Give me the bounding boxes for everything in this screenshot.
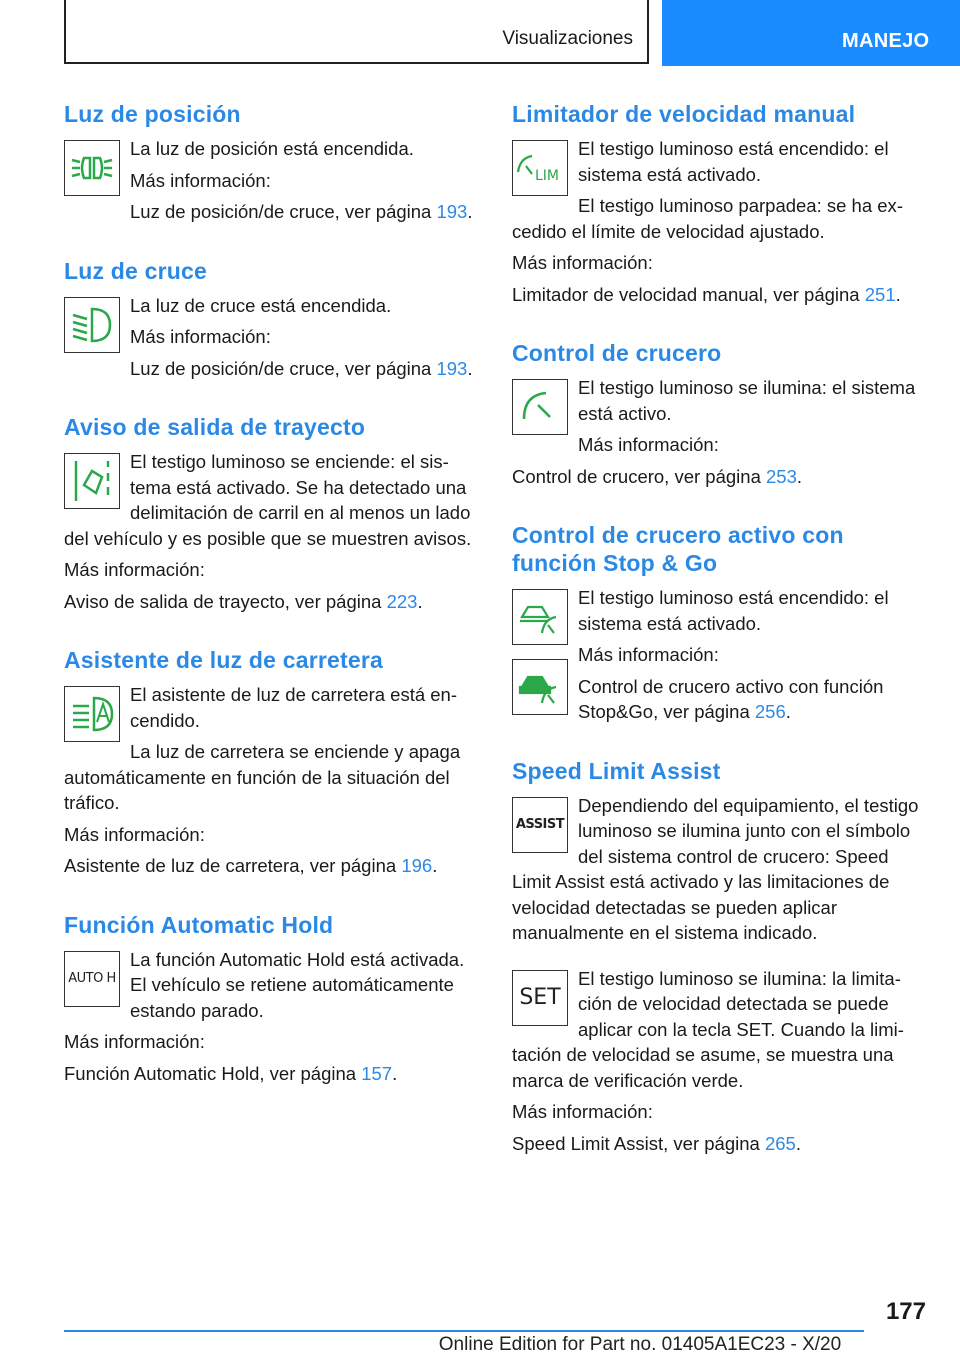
paragraph: El testigo luminoso se enciende: el sistema está activado. Se ha detectado una delimitación de carril en al menos un lado del vehículo y es posible que se muestren avisos. (64, 451, 472, 549)
section-title: Control de crucero activo con función Stop & Go (512, 522, 844, 576)
active-cruise-icon (512, 589, 568, 645)
section-low-beam (64, 257, 480, 388)
section-title: Control de crucero (512, 340, 722, 366)
paragraph: La luz de cruce está encendida. (130, 294, 392, 316)
high-beam-assist-icon (64, 686, 120, 742)
paragraph: El testigo luminoso parpadea: se ha excedido el límite de velocidad ajustado. (512, 195, 903, 242)
section-title: Luz de cruce (64, 257, 207, 284)
icon-stack (512, 585, 568, 719)
left-column (64, 100, 480, 1118)
paragraph: La luz de carretera se enciende y apaga automáticamente en función de la situación del tráfico. (64, 741, 461, 813)
paragraph: Dependiendo del equipamiento, el testigo luminoso se ilumina junto con el símbolo del sistema control de crucero: Speed Limit Assist está activado y las limitaciones de velocidad detectadas se pueden aplicar manualmente en el sistema indicado. (512, 794, 919, 943)
page-link[interactable]: 193 (436, 357, 468, 379)
punctuation: . (432, 855, 438, 876)
reference-text: Función Automatic Hold, ver página (64, 1062, 362, 1084)
set-icon (512, 970, 568, 1026)
page-link[interactable]: 253 (766, 465, 797, 487)
page-link[interactable]: 223 (386, 590, 418, 612)
speed-limiter-icon (512, 140, 568, 196)
paragraph: El testigo luminoso se ilumina: la limitación de velocidad detectada se puede aplicar con la tecla SET. Cuando la limitación de velocidad se asume, se muestra una marca de verificación verde. (512, 967, 904, 1091)
reference-text: Control de crucero, ver página (512, 465, 766, 487)
section-speed-limiter (512, 100, 928, 313)
edition-text: Online Edition for Part no. 01405A1EC23 - X/20 (438, 1334, 842, 1355)
page-link[interactable]: 256 (754, 701, 786, 722)
section-auto-hold (64, 911, 480, 1093)
lane-departure-icon (64, 453, 120, 509)
section-title: Visualizaciones (502, 28, 633, 49)
punctuation: . (795, 1132, 801, 1154)
icon-label: SET (519, 985, 561, 1010)
section-title: Limitador de velocidad manual (512, 101, 856, 127)
paragraph: La luz de posición está encendida. (130, 138, 414, 159)
assist-icon (512, 797, 568, 853)
paragraph: El testigo luminoso está encendido: el sistema está activado. (578, 587, 889, 634)
section-title: Aviso de salida de trayecto (64, 414, 366, 440)
section-title: Asistente de luz de carretera (64, 647, 383, 673)
paragraph: El testigo luminoso está encendido: el sistema está activado. (578, 138, 889, 185)
paragraph (64, 199, 480, 225)
paragraph: Más información: (512, 1101, 653, 1122)
paragraph (64, 356, 480, 382)
paragraph: Más información: (64, 559, 205, 580)
paragraph (512, 282, 928, 308)
punctuation: . (467, 357, 473, 379)
punctuation: . (417, 590, 423, 612)
paragraph: Más información: (64, 823, 205, 845)
section-position-light (64, 100, 480, 231)
paragraph (64, 1061, 480, 1087)
paragraph: El testigo luminoso se ilumina: el sistema está activo. (578, 377, 916, 424)
punctuation: . (392, 1062, 398, 1084)
section-speed-limit-assist (512, 757, 928, 1163)
paragraph: Más información: (64, 1031, 205, 1052)
footer-divider (64, 1330, 864, 1332)
section-active-cruise (512, 521, 928, 731)
paragraph: Más información: (578, 434, 719, 455)
chapter-tab: MANEJO (662, 0, 960, 66)
svg-text:LIM: LIM (535, 168, 560, 184)
section-title: Función Automatic Hold (64, 911, 334, 938)
paragraph (64, 589, 480, 615)
section-cruise-control (512, 339, 928, 495)
page-link[interactable]: 157 (361, 1062, 393, 1084)
reference-text: Luz de posición/de cruce, ver página (130, 201, 437, 222)
paragraph (512, 674, 928, 725)
paragraph: El asistente de luz de carretera está encendido. (130, 684, 458, 731)
page-header (0, 0, 960, 66)
punctuation: . (796, 465, 803, 487)
auto-hold-icon (64, 951, 120, 1007)
punctuation: . (785, 701, 791, 722)
page-link[interactable]: 265 (764, 1132, 796, 1154)
icon-label: AUTO H (68, 971, 116, 986)
active-cruise-vehicle-icon (512, 659, 568, 715)
reference-text: Luz de posición/de cruce, ver página (130, 357, 437, 379)
section-title: Luz de posición (64, 101, 241, 127)
paragraph: Más información: (512, 252, 653, 273)
right-column (512, 100, 928, 1188)
section-title: Speed Limit Assist (512, 757, 721, 784)
section-high-beam-assist (64, 646, 480, 885)
low-beam-icon (64, 297, 120, 353)
position-light-icon (64, 140, 120, 196)
page-link[interactable]: 251 (864, 283, 896, 305)
paragraph (512, 464, 928, 490)
page-link[interactable]: 193 (436, 201, 468, 222)
paragraph (64, 853, 480, 879)
paragraph: Más información: (130, 326, 271, 347)
reference-text: Control de crucero activo con función Stop&Go, ver página (578, 675, 884, 722)
icon-label: ASSIST (515, 817, 565, 832)
reference-text: Speed Limit Assist, ver página (512, 1132, 765, 1154)
punctuation: . (467, 201, 473, 222)
paragraph: Más información: (578, 644, 719, 665)
cruise-control-icon (512, 379, 568, 435)
section-tab (64, 0, 649, 64)
reference-text: Limitador de velocidad manual, ver página (512, 283, 865, 305)
page-number: 177 (885, 1298, 926, 1325)
paragraph (512, 1131, 928, 1157)
reference-text: Aviso de salida de trayecto, ver página (64, 590, 387, 612)
page-link[interactable]: 196 (401, 855, 433, 876)
section-lane-departure (64, 413, 480, 620)
punctuation: . (895, 283, 901, 305)
reference-text: Asistente de luz de carretera, ver página (64, 855, 402, 876)
paragraph: La función Automatic Hold está activada. El vehículo se retiene automáticamente estando parado. (130, 948, 465, 1021)
paragraph: Más información: (130, 169, 271, 191)
